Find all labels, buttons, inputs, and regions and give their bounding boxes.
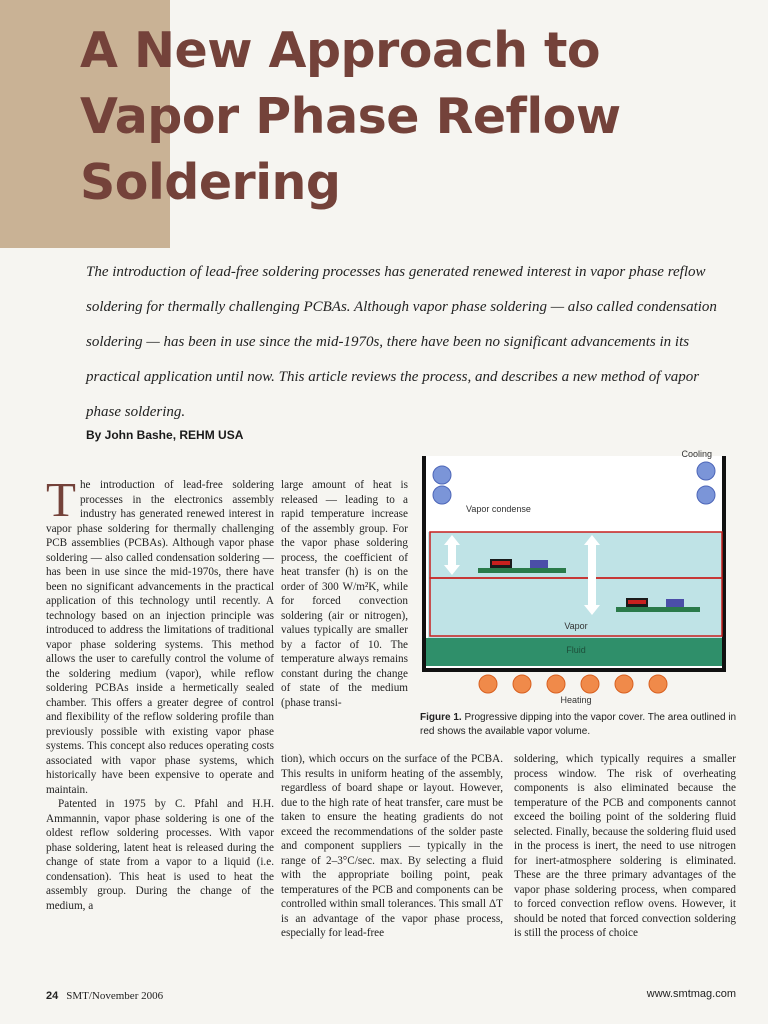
body-column-1	[46, 472, 274, 913]
body-column-3	[514, 752, 736, 941]
drop-cap: T	[46, 472, 76, 527]
article-title	[80, 18, 740, 216]
body-column-2-top	[281, 478, 408, 710]
heater-icon	[581, 675, 599, 693]
byline: By John Bashe, REHM USA	[86, 428, 244, 442]
caption-label: Figure 1.	[420, 712, 462, 723]
heater-icon	[615, 675, 633, 693]
label-vapor-condense: Vapor condense	[466, 504, 531, 514]
cooling-coil-icon	[697, 462, 715, 480]
footer-url: www.smtmag.com	[646, 988, 736, 1000]
page-number: 24	[46, 990, 59, 1002]
title-line: Soldering	[80, 154, 341, 211]
figure-1	[420, 444, 738, 709]
figure-caption	[420, 711, 738, 739]
footer-left	[46, 990, 163, 1002]
heater-icon	[513, 675, 531, 693]
issue-info: SMT/November 2006	[66, 990, 164, 1002]
label-cooling: Cooling	[681, 449, 712, 459]
paragraph: large amount of heat is released — leading to a rapid temperature increase of the assembly group. For the vapor phase soldering process, the coefficient of heat transfer (h) is on the order of 300 W/m²K, while for forced convection soldering (air or nitrogen), values typically are smaller by a factor of 10. The temperature always remains constant during the change of state of the medium (phase transi-	[281, 479, 408, 709]
label-heating: Heating	[560, 695, 592, 705]
title-line: A New Approach to	[80, 22, 601, 79]
article-lead: The introduction of lead-free soldering processes has generated renewed interest in vapor phase reflow soldering for thermally challenging PCBAs. Although vapor phase soldering — also called condensation soldering — has been in use since the mid-1970s, there have been no significant advancements in its practical application until now. This article reviews the process, and describes a new method of vapor phase soldering.	[86, 264, 717, 420]
label-vapor: Vapor	[564, 621, 588, 631]
heater-icon	[547, 675, 565, 693]
paragraph-text: he introduction of lead-free soldering processes in the electronics assembly industry has generated renewed interest in vapor phase soldering for thermally challenging PCB assemblies (PCBAs). Although vapor phase soldering — also called condensation soldering — has been in use since the mid-1970s, there have been no significant advancements in the practical application of this technology until recently. A technology based on an injection principle was introduced to address the limitations of traditional vapor phase soldering systems. This method allows the user to carefully control the volume of the soldering medium (vapor), while reflow soldering PCBAs inside a hermetically sealed chamber. This offers a greater degree of control and flexibility of the reflow soldering profile than previously possible with existing vapor phase systems. This concept also reduces operating costs associated with vapor phase systems, which historically have been expensive to operate and maintain.	[46, 479, 274, 796]
body-column-2-bottom	[281, 752, 503, 941]
heater-icon	[649, 675, 667, 693]
paragraph: tion), which occurs on the surface of the PCBA. This results in uniform heating of the assembly, regardless of board shape or layout. However, due to the high rate of heat transfer, care must be taken to ensure the heating gradients do not exceed the recommendations of the solder paste and component suppliers — typically in the range of 2–3°C/sec. max. By selecting a fluid with the appropriate boiling point, peak temperatures of the PCB and components can be controlled within small tolerances. This small ΔT is an advantage of the vapor phase process, especially for lead-free	[281, 753, 503, 939]
heater-icon	[479, 675, 497, 693]
vapor-phase-diagram	[420, 444, 738, 709]
label-fluid: Fluid	[566, 645, 586, 655]
caption-text: Progressive dipping into the vapor cover. The area outlined in red shows the available vapor volume.	[420, 712, 737, 737]
title-line: Vapor Phase Reflow	[80, 88, 621, 145]
cooling-coil-icon	[433, 466, 451, 484]
cooling-coil-icon	[697, 486, 715, 504]
paragraph: soldering, which typically requires a smaller process window. The risk of overheating components is also eliminated because the temperature of the PCB and components cannot exceed the boiling point of the soldering fluid selected. Finally, because the soldering fluid used in the process is inert, the need to use nitrogen for inert-atmosphere soldering is eliminated. These are the three primary advantages of the vapor phase soldering process, when compared to forced convection reflow ovens. However, it should be noted that forced convection soldering is still the process of choice	[514, 753, 736, 939]
paragraph: Patented in 1975 by C. Pfahl and H.H. Ammannin, vapor phase soldering is one of the oldest reflow soldering processes. With vapor phase soldering, latent heat is released during the change of state from a vapor to a liquid (i.e. condensation). This heat is used to heat the assembly group. During the change of the medium, a	[46, 798, 274, 912]
cooling-coil-icon	[433, 486, 451, 504]
paragraph	[46, 472, 274, 797]
